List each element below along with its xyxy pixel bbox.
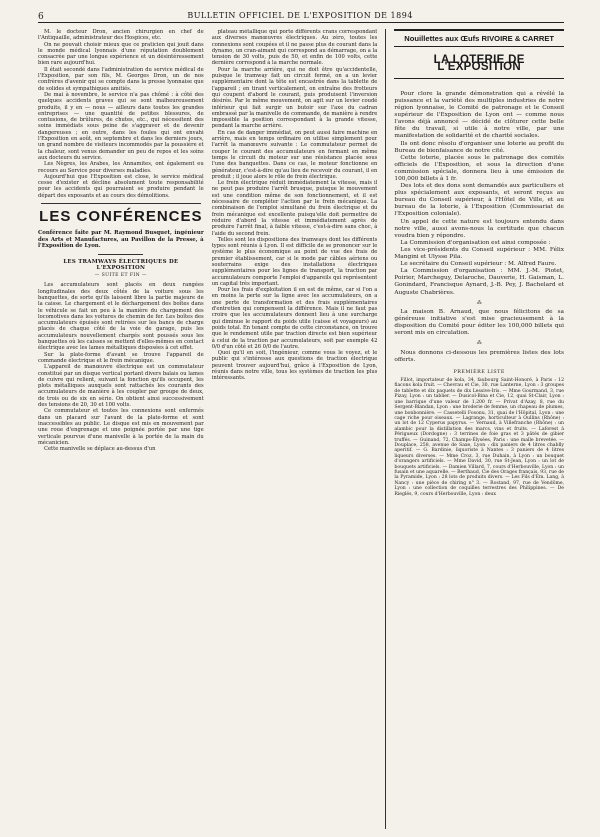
paragraph: Les accumulateurs sont placés en deux rangées longitudinales des deux côtés de la voiture sous les banquettes, de sorte qu'ils laissent libre la partie majeure de la caisse. Le chargement et le déchargement des boîtes dans le véhicule se fait un peu à la manière du chargement des locomotives dans les voitures de chemin de fer. Les boîtes des accumulateurs épuisés sont retirées sur les bancs de charge placés de chaque côté de la voie de garage, puis les accumulateurs nouvellement chargés sont poussés sous les banquettes où les caisses se mettent d'elles-mêmes en contact électrique avec les lames métalliques disposées à cet effet. <box>38 282 204 352</box>
paragraph: Un appel de cette nature est toujours entendu dans notre ville, aussi avons-nous la certitude que chacun voudra bien y répondre. <box>394 218 564 239</box>
paragraph: Pour la marche arrière, qui ne doit être qu'accidentelle, puisque le tramway fait un circuit fermé, on a un levier supplémentaire dont la tête est encastrée dans la tablette de l'appareil ; en tirant verticalement, on entraîne des frotteurs qui coupent d'abord le courant, puis produisent l'inversion désirée. Par le même mouvement, on agit sur un levier coudé inférieur qui fait surgir un butoir sur l'axe du cadran embrassé par la manivelle de commande, de manière à rendre impossible la position correspondant à la grande vitesse, pendant la marche arrière. <box>211 66 378 130</box>
divider <box>41 203 201 204</box>
divider <box>98 254 143 255</box>
conference-lead: Conférence faite par M. Raymond Busquet, ingénieur des Arts et Manufactures, au Pavillon de la Presse, à l'Exposition de Lyon. <box>38 230 204 250</box>
asterism: ⁂ <box>476 299 482 306</box>
paragraph: Pour les frais d'exploitation il en est de même, car si l'on a en moins la perte sur la ligne avec les accumulateurs, on a une perte de transformation et des frais supplémentaires d'entretien qui compensent la différence. Mais il ne faut pas croire que les accumulateurs donnent lieu à une surcharge qui diminue le rapport du poids utile (caisse et voyageurs) au poids total. En tenant compte de cette circonstance, on trouve que le rendement utile par traction directe est bien supérieur à celui de la traction par accumulateurs, soit par exemple 42 0/0 d'un côté et 26 0/0 de l'autre. <box>211 287 378 350</box>
paragraph: On ne pouvait choisir mieux que ce praticien qui jouit dans le monde médical lyonnais d'une réputation doublement consacrée par une longue expérience et un désintéressement bien rare aujourd'hui. <box>38 41 204 67</box>
paragraph: Telles sont les dispositions des tramways dont les différents types sont réunis à Lyon. Il est difficile de se prononcer sur le système le plus économique au point de vue des frais de premier établissement, car si le mode par câbles aériens ou souterrains exige des installations électriques supplémentaires pour les lignes de transport, la traction par accumulateurs comporte l'emploi d'appareils qui représentent un capital très important. <box>211 236 378 287</box>
advert-banner: Nouillettes aux Œufs RIVOIRE & CARRET <box>394 29 564 47</box>
paragraph: La Commission d'organisation : MM. J.-M. Piotet, Poirier, Marcheguy, Delaroche, Dauverie, H. Gaisman, L. Gonindard, Francisque Aynard, J.-B. Pey, J. Bachelard et Auguste Chabrières. <box>394 268 564 296</box>
loterie-title: LA LOTERIE DE L'EXPOSITION <box>394 47 564 79</box>
paragraph: Le frein électrique réduit immédiatement la vitesse, mais il ne peut pas produire l'arrêt brusque, puisque le mouvement est une condition même de son fonctionnement, et il est nécessaire de compléter l'action par le frein mécanique. La combinaison de l'emploi simultané du frein électrique et du frein mécanique est excellente puisqu'elle doit permettre de réduire d'abord la vitesse et immédiatement après de produire l'arrêt final, à faible vitesse, c'est-à-dire sans choc, à l'aide du second frein. <box>211 180 378 237</box>
paragraph: Nous donnons ci-dessous les premières listes des lots offerts. <box>394 349 564 363</box>
page-number: 6 <box>38 12 45 22</box>
paragraph: Le secrétaire du Conseil supérieur : M. Alfred Faure. <box>400 261 557 268</box>
paragraph: Ce commutateur et toutes les connexions sont enfermés dans un placard sur l'avant de la plate-forme et sont inaccessibles au public. Le disque est mis en mouvement par une roue d'engrenage et une poignée portée par une tige verticale pourvue d'une manivelle à la portée de la main du mécanicien. <box>38 408 204 446</box>
paragraph: Ils ont donc résolu d'organiser une loterie au profit du Bureau de bienfaisance de notre cité. <box>394 140 564 154</box>
paragraph: Il était secondé dans l'administration du service médical de l'Exposition, par son fils, M. Georges Dron, un de nos confrères d'avenir qui se compte dans la presse lyonnaise que de solides et sympathiques amitiés. <box>38 66 204 92</box>
paragraph: Cette manivelle se déplace au-dessus d'un <box>44 446 156 453</box>
paragraph: L'appareil de manœuvre électrique est un commutateur constitué par un disque vertical portant divers balais ou lames de cuivre qui relient, suivant la fonction qu'ils occupent, les plots métalliques auxquels sont rattachés les courants des accumulateurs de manière à les coupler par groupe de deux, de trois ou de six en série. On obtient ainsi successivement des tensions de 20, 30 et 100 volts. <box>38 364 204 409</box>
column-3 <box>385 29 564 829</box>
paragraph: Des lots et des dons sont demandés aux particuliers et plus spécialement aux exposants, et seront reçus au bureau du Conseil supérieur, à l'Hôtel de Ville, et au bureau de la loterie, à l'Exposition (Commissariat de l'Exposition coloniale). <box>394 183 564 218</box>
suite-label: — SUITE ET FIN — <box>94 273 147 279</box>
paragraph: De mai à novembre, le service n'a pas chômé : à côté des quelques accidents graves qui se sont malheureusement produits, il y en — nous — ailleurs dans toutes les grandes entreprises — une quantité de petites blessures, de contusions, de brûlures, de chutes, etc., qui nécessitent des soins immédiats sous peine de s'aggraver et de devenir dangereuses ; en outre, dans les foules qui ont envahi l'Exposition en août, en septembre et dans les derniers jours, un grand nombre de visiteurs incommodés par la poussière et la chaleur, sont venus demander un peu de repos et les soins aux docteurs du service. <box>38 91 204 161</box>
paragraph: Quoi qu'il en soit, l'ingénieur, comme vous le voyez, et le public qui s'intéresse aux questions de traction électrique peuvent trouver aujourd'hui, grâce à l'Exposition de Lyon, réunis dans notre ville, tous les systèmes de traction les plus intéressants. <box>211 350 378 382</box>
paragraph: La Commission d'organisation est ainsi composée : <box>400 239 551 246</box>
paragraph: Les vice-présidents du Conseil supérieur : MM. Félix Mangini et Ulysse Pila. <box>394 246 564 261</box>
paragraph: Cette loterie, placée sous le patronage des comités officiels de l'Exposition, et sous la direction d'une commission spéciale, donnera lieu à une émission de 100,000 billets à 1 fr. <box>394 154 564 183</box>
paragraph: Sur la plate-forme d'avant se trouve l'appareil de commande électrique et le frein mécanique. <box>38 351 204 364</box>
page-title: BULLETIN OFFICIEL DE L'EXPOSITION DE 1894 <box>187 11 413 20</box>
columns <box>38 29 564 829</box>
lots-list: Fillot, importateur de kola, 34, faubourg Saint-Honoré, à Paris : 12 flacons kola fruit. — Chevrau et Cie, 30, rue Lanterne, Lyon : 3 groupes de tablette et dix paquets de dix Lessive-Iris. — Mme Gourmand, 3, rue Pizay, Lyon : un tablier. — Dusicol-Bina et Cie, 12, quai St-Clair, Lyon : une barrique d'une valeur de 1,200 fr. — Privat d'Azay, 8, rue du Sergent-Blandan, Lyon : une broderie de femme, un chapeau de plumes, une bonbonnière. — Cassetelli Fosonu, 31, quai de l'Hôpital, Lyon : une cage riche pour oiseaux. — Lagrange, horticulteur à Oullins (Rhône) : un lot de 12 Cyperus papyrus. — Vernaud, à Villefranche (Rhône) : un alambic pour la distillation des marcs, vins et fruits. — Laforest à Périgueux (Dordogne) : 3 terrines de foie gras et 3 pâtés de gibier truffés. — Guinand, 72, Champs-Élysées, Paris : une malle brevetée. — Douplace, 258, avenue de Saxe, Lyon : dix paniers de 4 litres chablly aperitif. — G. Bardinie, liquoriste à Nantes : 3 paniers de 4 litres liqueurs diverses. — Mme Croz, 3, rue Duhain, à Lyon : un bouquet d'orangers artificiels. — Mme David, 30, rue St-Jean, Lyon : un lot de bouquets artificiels. — Damien Villard, 7, cours d'Herbouville, Lyon : un fusain et une aquarelle. — Berthaud, Cie des Orages français, 93, rue de la Pyramide, Lyon : 28 lots de produits divers. — Les Fils d'Em. Lang, à Nancy : une pièce de chiring n° 3. — Rostand, 97, rue de Vendôme, Lyon : une collection de coquilles terrestres des Philippines. — De Rieglés, 9, cours d'Herbouville, Lyon : deux <box>394 378 564 497</box>
paragraph: Pour clore la grande démonstration qui a révélé la puissance et la variété des multiples industries de notre région lyonnaise, le Comité de patronage et le Conseil supérieur de l'Exposition de Lyon ont — comme nous l'avons déjà annoncé — décidé de clôturer cette belle fête du travail, si utile à notre ville, par une manifestation de solidarité et de charité sociales. <box>394 90 564 140</box>
column-2 <box>212 29 378 829</box>
paragraph: Aujourd'hui que l'Exposition est close, le service médical cesse d'exister et décline absolument toute responsabilité pour les accidents qui pourraient se produire pendant le départ des exposants et au cours des démolitions. <box>38 173 204 199</box>
paragraph: M. le docteur Dron, ancien chirurgien en chef de l'Antiquaille, administrateur des Hospices, etc. <box>38 29 204 42</box>
asterism: ⁂ <box>476 340 482 347</box>
paragraph: plateau métallique qui porte différents crans correspondant aux diverses manœuvres électriques. Au zéro, toutes les connexions sont coupées et il ne passe plus de courant dans la dynamo, un cran-aimant qui correspond au démarrage, on a la tension de 30 volts, puis de 50, et enfin de 100 volts, cette dernière correspond à la marche normale. <box>211 29 378 67</box>
column-1 <box>38 29 204 829</box>
page-header <box>38 0 564 23</box>
conferences-heading: LES CONFÉRENCES <box>39 208 203 226</box>
list-title: PREMIÈRE LISTE <box>453 369 505 375</box>
paragraph: En cas de danger immédiat, on peut aussi faire machine en arrière, mais en temps ordinaire on utilise simplement pour l'arrêt la manœuvre suivante : Le commutateur permet de couper le courant des accumulateurs en fermant en même temps le circuit du moteur sur une résistance placée sous l'une des banquettes. Dans ce cas, le moteur fonctionne en générateur, c'est-à-dire qu'au lieu de recevoir du courant, il en produit ; il joue alors le rôle de frein électrique. <box>211 129 378 180</box>
paragraph: La maison B. Arnaud, que nous félicitons de sa généreuse initiative s'est mise gracieusement à la disposition du Comité pour éditer les 100,000 billets qui seront mis en circulation. <box>394 308 564 337</box>
tramways-heading: LES TRAMWAYS ÉLECTRIQUES DE L'EXPOSITION <box>63 258 179 271</box>
paragraph: Les Nègres, les Arabes, les Annamites, ont également eu recours au Service pour diverses maladies. <box>38 161 204 174</box>
